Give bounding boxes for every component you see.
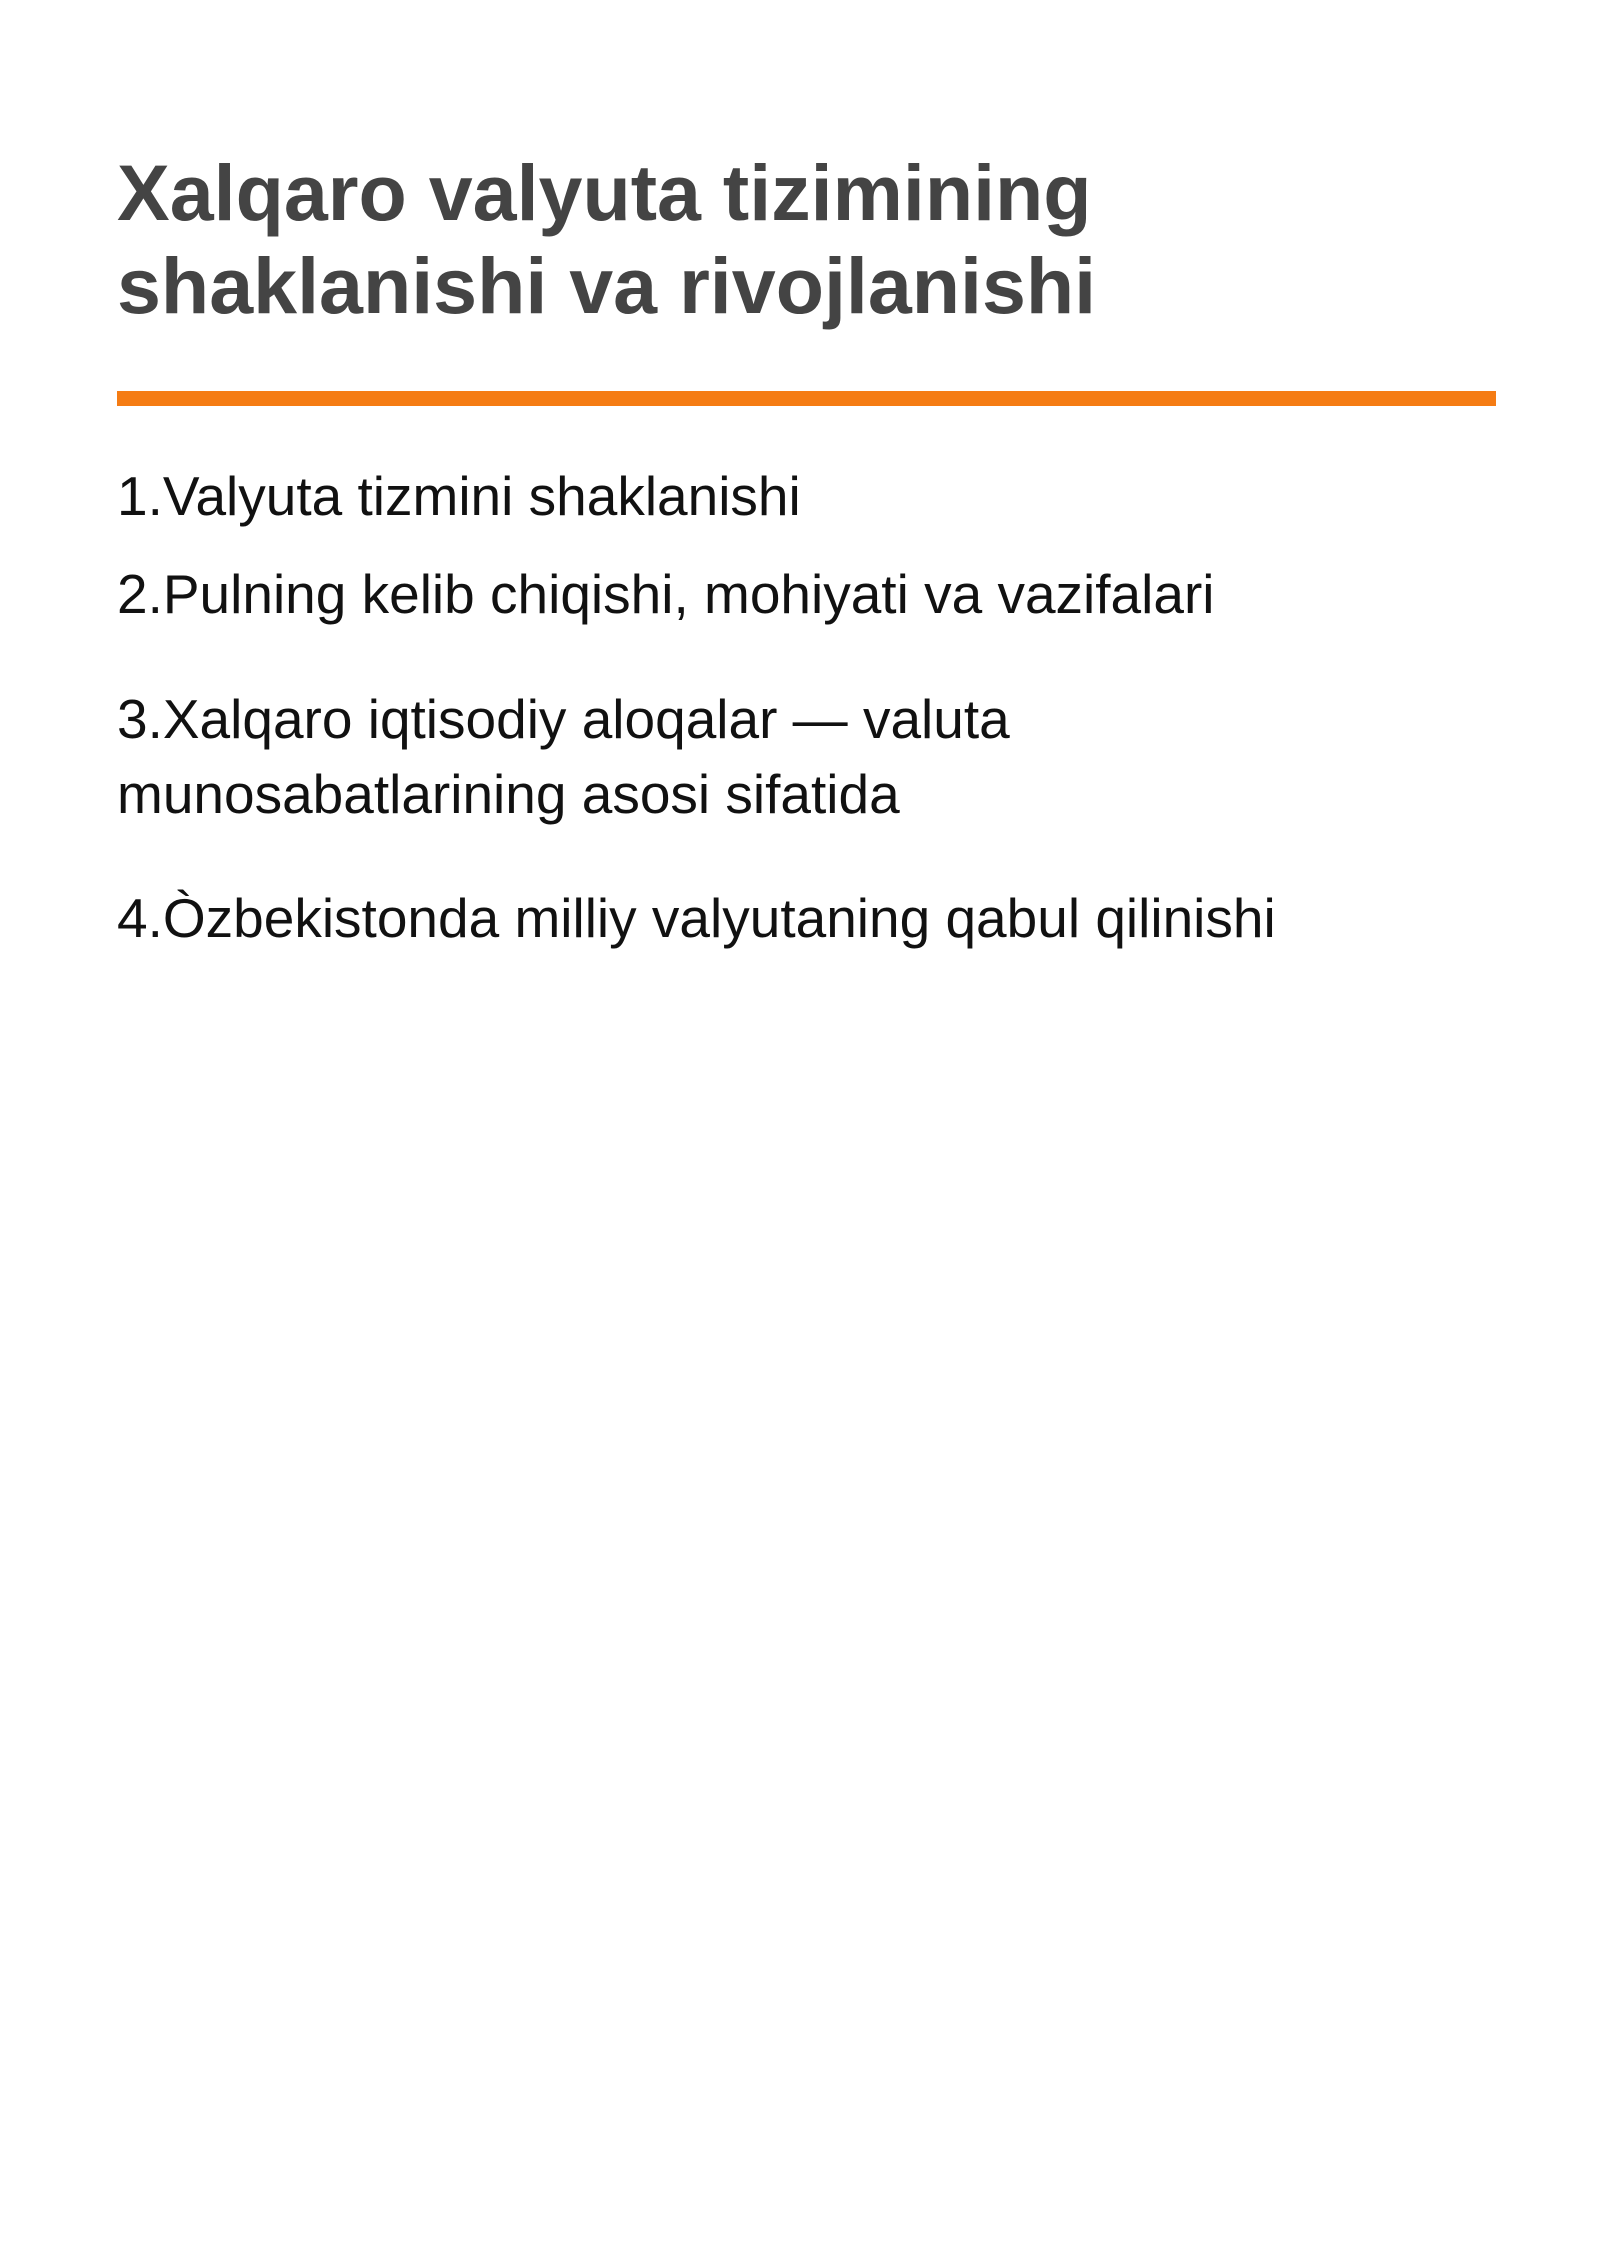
- title-divider: [117, 391, 1496, 406]
- title-line-1: Xalqaro valyuta tizimining: [117, 148, 1092, 237]
- topic-item-4-text: 4.Òzbekistonda milliy valyutaning qabul qilinishi: [117, 887, 1276, 949]
- topic-item-1: [117, 459, 1517, 534]
- page-title: [117, 146, 1497, 332]
- topic-item-2-text: 2.Pulning kelib chiqishi, mohiyati va vazifalari: [117, 563, 1215, 625]
- topic-item-3-text-line-1: 3.Xalqaro iqtisodiy aloqalar — valuta: [117, 688, 1010, 750]
- topic-item-4: [117, 881, 1517, 956]
- topic-item-2: [117, 557, 1517, 632]
- topic-item-3: [117, 682, 1517, 832]
- title-line-2: shaklanishi va rivojlanishi: [117, 241, 1097, 330]
- topic-item-3-text-line-2: munosabatlarining asosi sifatida: [117, 763, 900, 825]
- topic-item-1-text: 1.Valyuta tizmini shaklanishi: [117, 465, 801, 527]
